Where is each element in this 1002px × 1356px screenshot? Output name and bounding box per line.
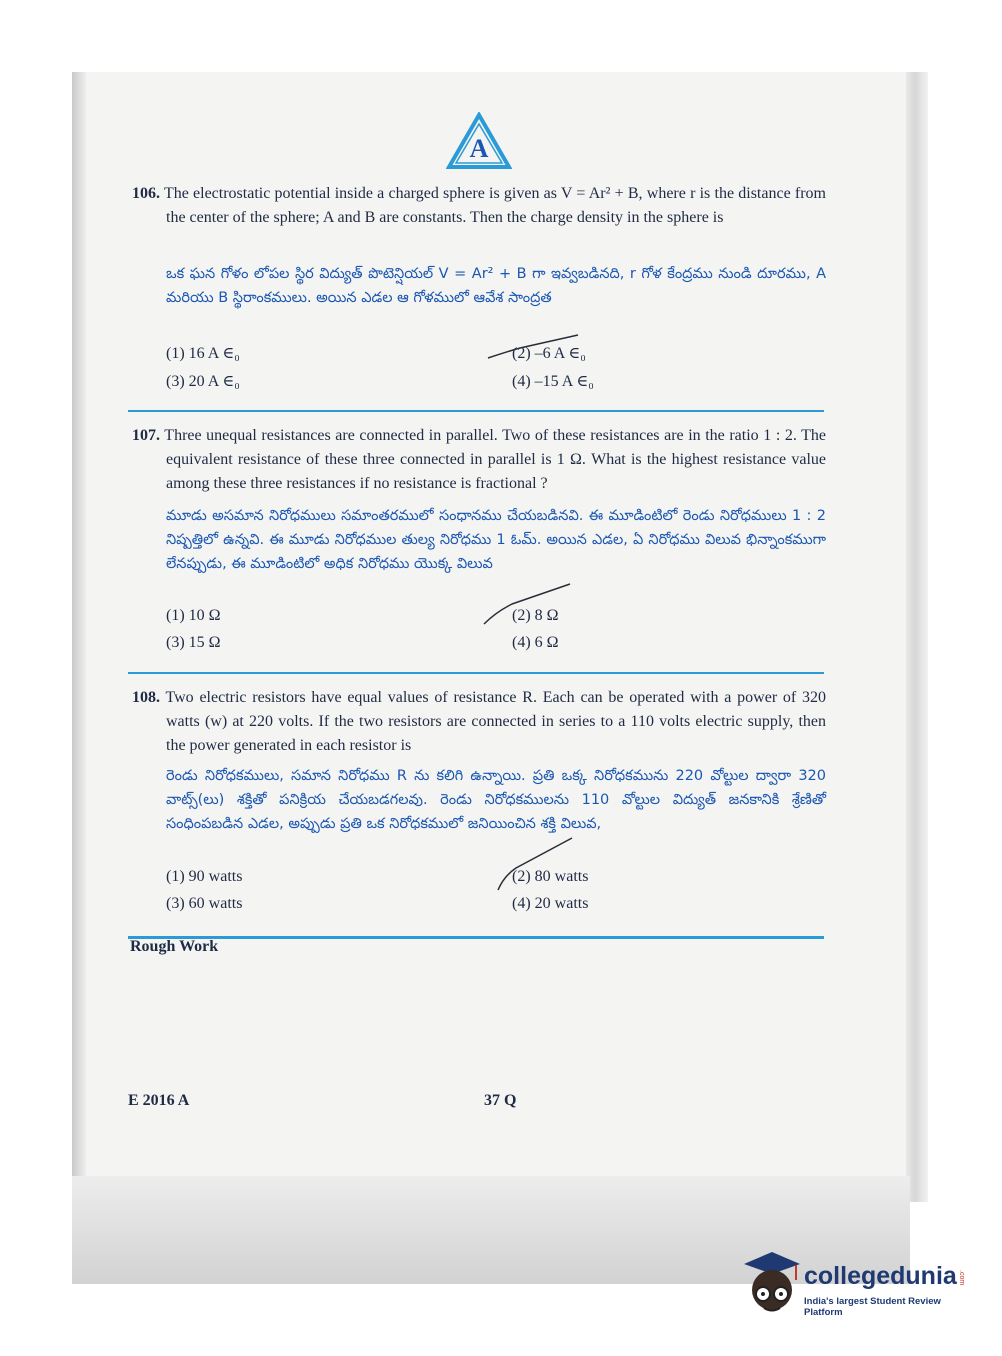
page-stack-edge <box>906 72 928 1202</box>
option-2[interactable]: (2) 80 watts <box>512 868 589 885</box>
question-number: 107. <box>132 427 160 444</box>
rough-work-heading: Rough Work <box>130 938 219 955</box>
collegedunia-logo <box>742 1250 972 1320</box>
option-3[interactable]: (3) 15 Ω <box>166 634 221 651</box>
pen-tick-mark <box>496 836 576 894</box>
pen-tick-mark <box>482 582 574 628</box>
question-106-english <box>132 182 826 230</box>
option-3[interactable]: (3) 20 A ∈₀ <box>166 373 240 390</box>
mascot-icon <box>742 1250 802 1316</box>
option-4[interactable]: (4) 20 watts <box>512 895 589 912</box>
question-108-english <box>132 686 826 758</box>
question-106-telugu: ఒక ఘన గోళం లోపల స్థిర విద్యుత్ పొటెన్షియల్ V = Ar² + B గా ఇవ్వబడినది, r గోళ కేంద్రము నుండి దూరము, A మరియు B స్థిరాంకములు. అయిన ఎడల ఆ గోళములో ఆవేశ సాంద్రత <box>166 266 826 306</box>
booklet-code: E 2016 A <box>128 1092 190 1109</box>
question-107-telugu: మూడు అసమాన నిరోధములు సమాంతరములో సంధానము చేయబడినవి. ఈ మూడింటిలో రెండు నిరోధములు 1 : 2 నిష్పత్తిలో ఉన్నవి. ఈ మూడు నిరోధముల తుల్య నిరోధము 1 ఓమ్. అయిన ఎడల, ఏ నిరోధము విలువ భిన్నాంకముగా లేనప్పుడు, ఈ మూడింటిలో అధిక నిరోధము యొక్క విలువ <box>166 508 826 572</box>
option-1[interactable]: (1) 10 Ω <box>166 607 221 624</box>
question-divider <box>128 672 824 674</box>
question-number: 108. <box>132 689 160 706</box>
option-1[interactable]: (1) 90 watts <box>166 868 243 885</box>
option-1[interactable]: (1) 16 A ∈₀ <box>166 345 240 362</box>
booklet-series-badge <box>446 112 512 170</box>
option-3[interactable]: (3) 60 watts <box>166 895 243 912</box>
badge-letter: A <box>469 134 489 163</box>
rough-work-divider <box>128 936 824 939</box>
question-text: The electrostatic potential inside a charged sphere is given as V = Ar² + B, where r is the distance from the center of the sphere; A and B are constants. Then the charge density in the sphere is <box>163 185 827 226</box>
page-shadow-left <box>72 72 86 1284</box>
brand-domain: .com <box>958 1270 965 1286</box>
option-4[interactable]: (4) –15 A ∈₀ <box>512 373 594 390</box>
option-2[interactable]: (2) 8 Ω <box>512 607 559 624</box>
page-number: 37 Q <box>484 1092 517 1109</box>
question-108-telugu: రెండు నిరోధకములు, సమాన నిరోధము R ను కలిగి ఉన్నాయి. ప్రతి ఒక్క నిరోధకమును 220 వోల్టుల ద్వారా 320 వాట్స్(లు) శక్తితో పనిక్రియ చేయబడగలవు. రెండు నిరోధకములను 110 వోల్టుల విద్యుత్ జనకానికి శ్రేణితో సంధింపబడిన ఎడల, అప్పుడు ప్రతి ఒక నిరోధకములో జనియించిన శక్తి విలువ, <box>166 768 826 832</box>
question-text: Two electric resistors have equal values of resistance R. Each can be operated with a power of 320 watts (w) at 220 volts. If the two resistors are connected in series to a 110 volts electric supply, then the power generated in each resistor is <box>165 689 826 754</box>
question-number: 106. <box>132 185 160 202</box>
question-107-english <box>132 424 826 496</box>
option-4[interactable]: (4) 6 Ω <box>512 634 559 651</box>
option-2[interactable]: (2) –6 A ∈₀ <box>512 345 586 362</box>
pen-tick-mark <box>486 332 582 362</box>
question-text: Three unequal resistances are connected in parallel. Two of these resistances are in the ratio 1 : 2. The equivalent resistance of these three connected in parallel is 1 Ω. What is the highest resistance value among these three resistances if no resistance is fractional ? <box>164 427 827 492</box>
brand-name: collegedunia <box>804 1262 957 1290</box>
brand-tagline: India's largest Student Review Platform <box>804 1296 941 1318</box>
question-divider <box>128 410 824 412</box>
